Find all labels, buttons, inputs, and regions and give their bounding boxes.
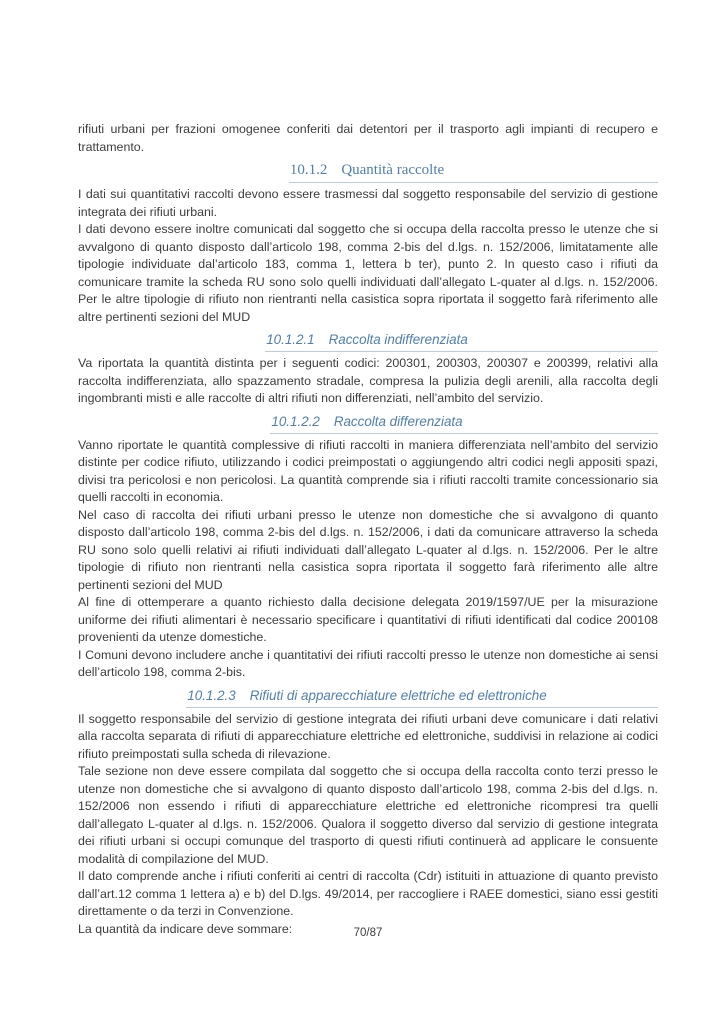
paragraph: Vanno riportate le quantità complessive di rifiuti raccolti in maniera differenziata nell’ambito del servizio distinte per codice rifiuto, utilizzando i codici preimpostati o aggiungendo altri codici negli appositi spazi, divisi tra pericolosi e non pericolosi. La quantità comprende sia i rifiuti raccolti tramite concessionario sia quelli raccolti in economia. <box>78 437 658 504</box>
heading-rule <box>550 687 658 708</box>
heading-spacer <box>78 413 270 434</box>
heading-spacer <box>78 331 265 352</box>
heading-label <box>265 331 471 352</box>
heading-label <box>186 687 549 708</box>
heading-title: Raccolta indifferenziata <box>328 332 468 347</box>
paragraph: Il dato comprende anche i rifiuti conferiti ai centri di raccolta (Cdr) istituiti in attuazione di quanto previsto dall’art.12 comma 1 lettera a) e b) del D.lgs. 49/2014, per raccogliere i RAEE domestici, siano essi gestiti direttamente o da terzi in Convenzione. <box>78 869 658 918</box>
heading-title: Raccolta differenziata <box>333 413 463 429</box>
heading-rule <box>471 331 658 352</box>
page-body <box>78 121 658 938</box>
paragraph: I dati sui quantitativi raccolti devono essere trasmessi dal soggetto responsabile del servizio di gestione integrata dei rifiuti urbani. <box>78 187 658 219</box>
heading-number: 10.1.2.1 <box>266 332 315 347</box>
heading-label <box>289 161 447 183</box>
heading-number: 10.1.2.2 <box>271 413 320 429</box>
page-number: 70/87 <box>353 927 383 939</box>
paragraph: rifiuti urbani per frazioni omogenee conferiti dai detentori per il trasporto agli impianti di recupero e trattamento. <box>78 122 658 154</box>
paragraph: Al fine di ottemperare a quanto richiesto dalla decisione delegata 2019/1597/UE per la misurazione uniforme dei rifiuti alimentari è necessario specificare i quantitativi di rifiuti identificati dal codice 200108 provenienti da utenze domestiche. <box>78 595 658 644</box>
section-heading-raccolta-indifferenziata <box>78 331 658 352</box>
paragraph: I Comuni devono includere anche i quantitativi dei rifiuti raccolti presso le utenze non domestiche ai sensi dell’articolo 198, comma 2-bis. <box>78 647 658 679</box>
heading-rule <box>466 413 658 434</box>
paragraph: I dati devono essere inoltre comunicati dal soggetto che si occupa della raccolta presso le utenze che si avvalgono di quanto disposto dall’articolo 198, comma 2-bis del d.lgs. n. 152/2006, limitatamente alle tipologie individuate dal’articolo 183, comma 1, lettera b ter), punto 2. In questo caso i rifiuti da comunicare tramite la scheda RU sono solo quelli individuati dall’allegato L-quater al d.lgs. n. 152/2006. Per le altre tipologie di rifiuto non rientranti nella casistica sopra riportata il soggetto farà riferimento alle altre pertinenti sezioni del MUD <box>78 222 658 324</box>
heading-spacer <box>78 161 289 183</box>
heading-number: 10.1.2.3 <box>187 687 236 703</box>
heading-label <box>270 413 465 434</box>
heading-spacer <box>78 687 186 708</box>
heading-title: Rifiuti di apparecchiature elettriche ed elettroniche <box>249 687 547 703</box>
paragraph: La quantità da indicare deve sommare: <box>78 921 293 936</box>
paragraph: Nel caso di raccolta dei rifiuti urbani presso le utenze non domestiche che si avvalgono di quanto disposto dall’articolo 198, comma 2-bis del d.lgs. n. 152/2006, i dati da comunicare attraverso la scheda RU sono solo quelli relativi ai rifiuti individuati dall’allegato L-quater al d.lgs. n. 152/2006. Per le altre tipologie di rifiuto non rientranti nella casistica sopra riportata il soggetto farà riferimento alle altre pertinenti sezioni del MUD <box>78 507 658 592</box>
paragraph: Il soggetto responsabile del servizio di gestione integrata dei rifiuti urbani deve comunicare i dati relativi alla raccolta separata di rifiuti di apparecchiature elettriche ed elettroniche, suddivisi in relazione ai codici rifiuto preimpostati sulla scheda di rilevazione. <box>78 711 658 761</box>
heading-title: Quantità raccolte <box>341 162 445 178</box>
heading-rule <box>447 161 658 183</box>
section-heading-quantita-raccolte <box>78 161 658 183</box>
paragraph: Tale sezione non deve essere compilata dal soggetto che si occupa della raccolta conto terzi presso le utenze non domestiche che si avvalgono di quanto disposto dall’articolo 198, comma 2-bis del d.lgs. n. 152/2006 non essendo i rifiuti di apparecchiature elettriche ed elettroniche ricompresi tra quelli dall’allegato L-quater al d.lgs. n. 152/2006. Qualora il soggetto diverso dal servizio di gestione integrata dei rifiuti urbani si occupi comunque del trasporto di questi rifiuti continuerà ad applicare le consuente modalità di compilazione del MUD. <box>78 764 658 866</box>
paragraph: Va riportata la quantità distinta per i seguenti codici: 200301, 200303, 200307 e 200399, relativi alla raccolta indifferenziata, allo spazzamento stradale, compresa la pulizia degli arenili, alla raccolta degli ingombranti misti e alle raccolte di altri rifiuti non differenziati, nell’ambito del servizio. <box>78 356 658 405</box>
heading-number: 10.1.2 <box>289 162 328 178</box>
section-heading-raccolta-differenziata <box>78 413 658 434</box>
section-heading-rifiuti-apparecchiature <box>78 687 658 708</box>
